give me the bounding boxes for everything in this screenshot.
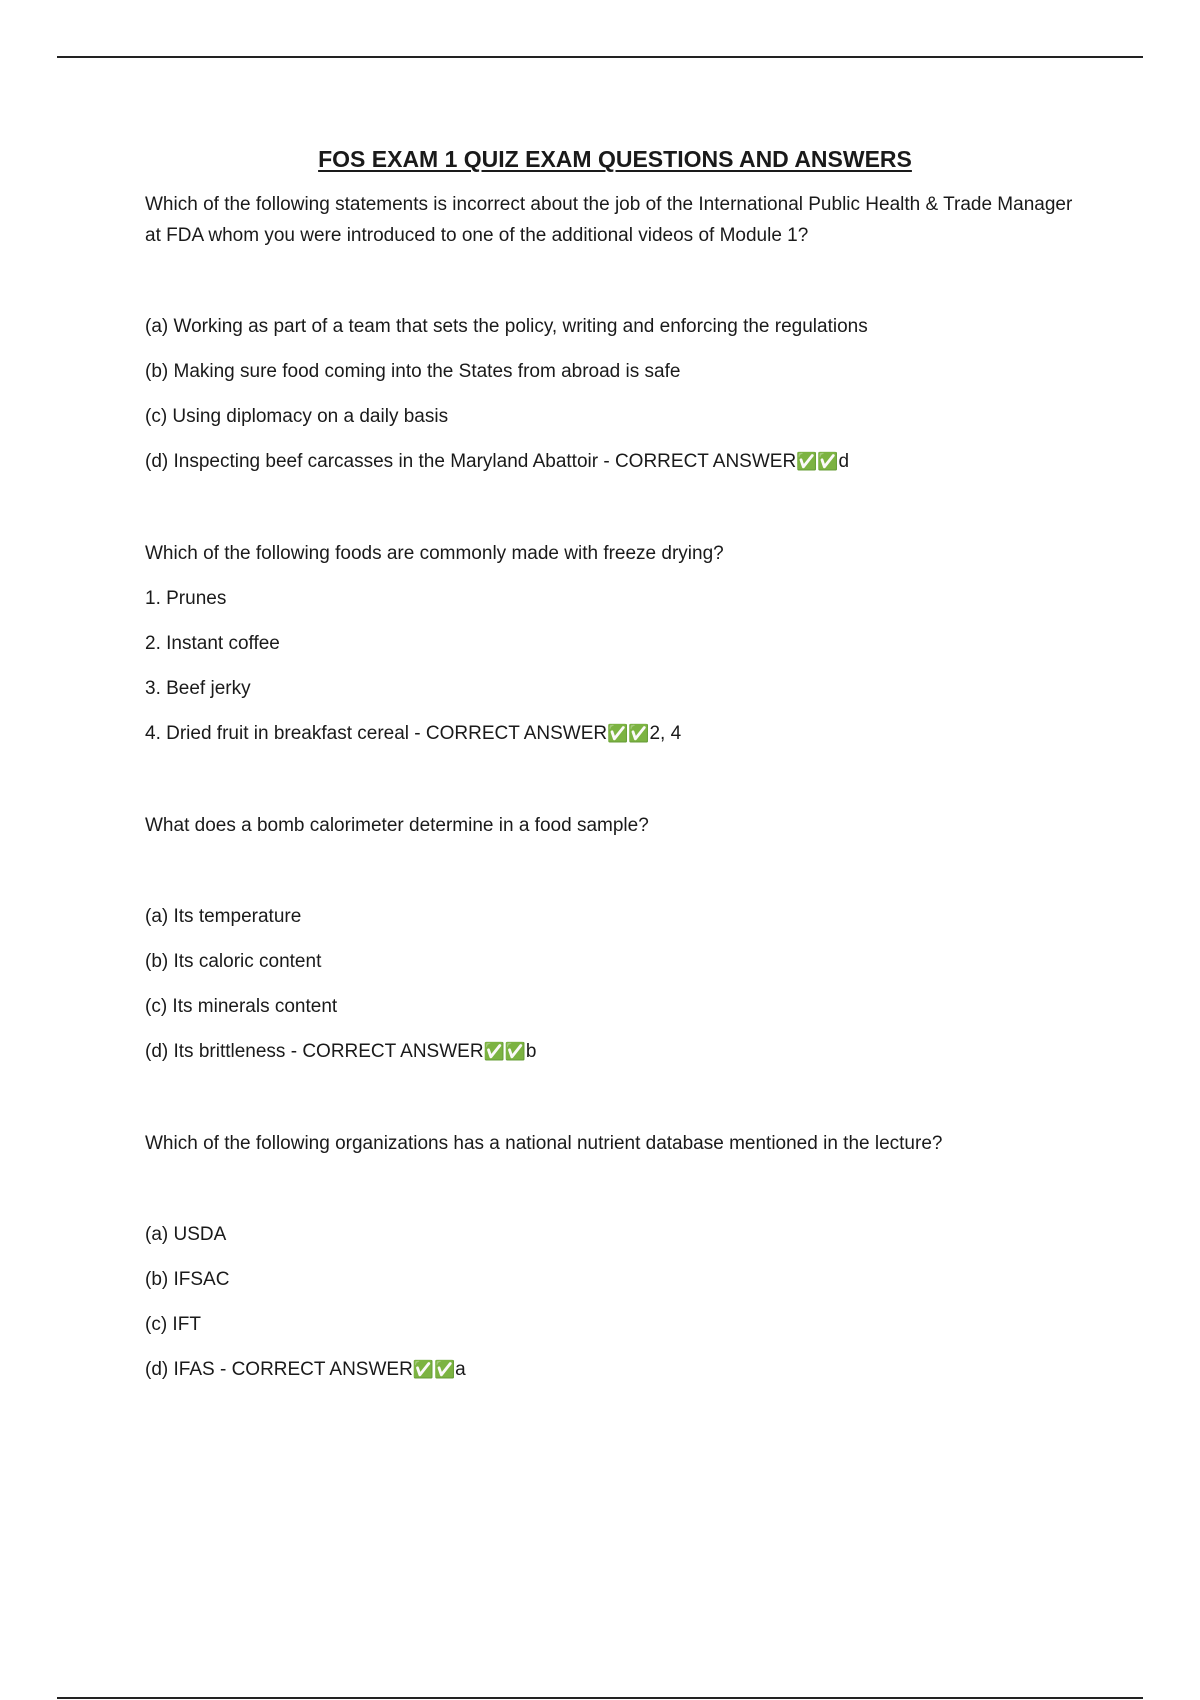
check-mark-icon: ✅✅ <box>483 1042 526 1062</box>
check-mark-icon: ✅✅ <box>412 1360 456 1380</box>
question-2-text: Which of the following foods are commonly made with freeze drying? <box>145 543 724 564</box>
question-1-text: Which of the following statements is incorrect about the job of the International Public Health & Trade Manager at FDA whom you were introduced to one of the additional videos of Module 1? <box>145 194 1073 246</box>
question-2-option-4-text: 4. Dried fruit in breakfast cereal - CORRECT ANSWER <box>145 723 608 744</box>
spacer <box>145 251 1085 311</box>
question-2-option-2: 2. Instant coffee <box>145 633 280 654</box>
question-4-option-d <box>145 1354 1085 1386</box>
question-3-option-b: (b) Its caloric content <box>145 951 322 972</box>
question-3-option-a: (a) Its temperature <box>145 906 302 927</box>
question-2-option-1: 1. Prunes <box>145 588 227 609</box>
question-3-option-d-text: (d) Its brittleness - CORRECT ANSWER <box>145 1041 484 1062</box>
question-3-option-c: (c) Its minerals content <box>145 996 338 1017</box>
question-1-option-c: (c) Using diplomacy on a daily basis <box>145 406 449 427</box>
question-1-option-d-text: (d) Inspecting beef carcasses in the Maryland Abattoir - CORRECT ANSWER <box>145 451 797 472</box>
check-mark-icon: ✅✅ <box>796 452 839 472</box>
question-2-option-4 <box>145 718 1085 750</box>
spacer <box>145 841 1085 901</box>
header-divider <box>57 56 1143 58</box>
question-3 <box>145 810 1085 1068</box>
question-1-option-a: (a) Working as part of a team that sets the policy, writing and enforcing the regulations <box>145 316 868 337</box>
question-3-answer: b <box>525 1041 537 1062</box>
question-4 <box>145 1128 1085 1386</box>
question-3-text: What does a bomb calorimeter determine in a food sample? <box>145 815 649 836</box>
check-mark-icon: ✅✅ <box>607 724 650 744</box>
question-4-option-d-text: (d) IFAS - CORRECT ANSWER <box>145 1359 413 1380</box>
document-title <box>145 146 1085 173</box>
question-4-text: Which of the following organizations has a national nutrient database mentioned in the lecture? <box>145 1133 943 1154</box>
question-2-answer: 2, 4 <box>649 723 682 744</box>
question-2 <box>145 538 1085 750</box>
question-1-answer: d <box>838 451 850 472</box>
question-1-option-b: (b) Making sure food coming into the States from abroad is safe <box>145 361 681 382</box>
question-3-option-d <box>145 1036 1085 1068</box>
question-4-option-a: (a) USDA <box>145 1224 227 1245</box>
question-4-option-c: (c) IFT <box>145 1314 201 1335</box>
question-1 <box>145 189 1085 478</box>
question-2-option-3: 3. Beef jerky <box>145 678 251 699</box>
question-1-option-d <box>145 446 1085 478</box>
question-4-answer: a <box>455 1359 466 1380</box>
spacer <box>145 1159 1085 1219</box>
document-body <box>145 146 1085 1446</box>
footer-divider <box>57 1697 1143 1699</box>
question-4-option-b: (b) IFSAC <box>145 1269 230 1290</box>
document-title-text: FOS EXAM 1 QUIZ EXAM QUESTIONS AND ANSWERS <box>318 146 912 172</box>
